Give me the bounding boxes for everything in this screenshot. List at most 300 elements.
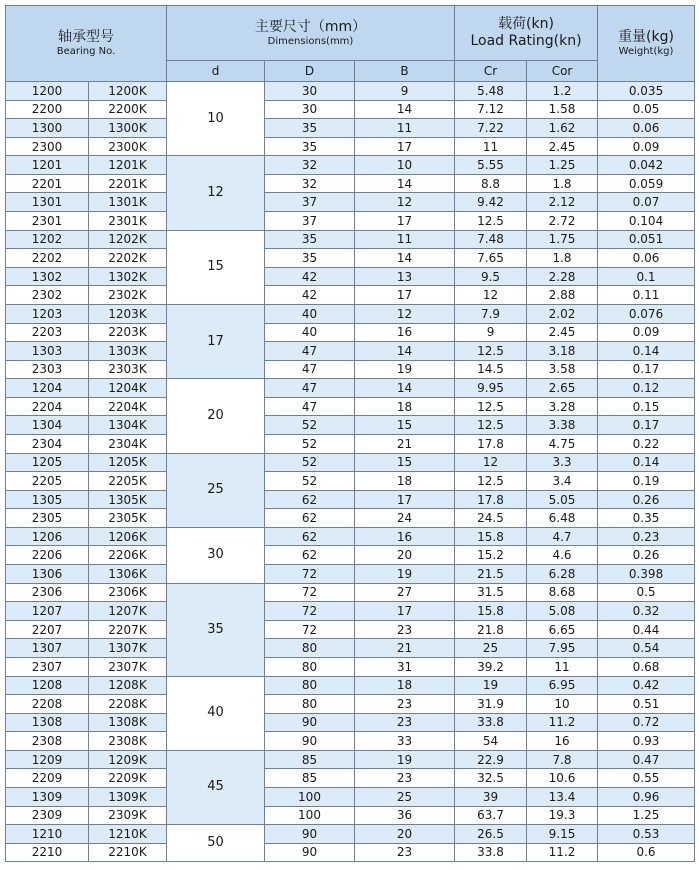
table-row (6, 360, 695, 379)
weight-cell: 0.51 (598, 695, 695, 714)
table-row (6, 509, 695, 528)
table-row (6, 453, 695, 472)
cor-cell: 10.6 (527, 769, 598, 788)
outer-D-cell: 72 (265, 583, 355, 602)
bearing-no-k-cell: 1305K (89, 490, 167, 509)
cor-cell: 16 (527, 732, 598, 751)
cr-cell: 15.8 (455, 602, 527, 621)
bearing-no-cell: 2210 (6, 843, 89, 862)
cr-cell: 12.5 (455, 212, 527, 231)
outer-D-cell: 52 (265, 453, 355, 472)
weight-cell: 0.14 (598, 342, 695, 361)
outer-D-cell: 37 (265, 193, 355, 212)
cr-cell: 31.9 (455, 695, 527, 714)
weight-cell: 0.54 (598, 639, 695, 658)
bearing-no-cell: 1210 (6, 825, 89, 844)
weight-cell: 0.35 (598, 509, 695, 528)
bore-d-cell: 20 (167, 379, 265, 453)
table-row (6, 137, 695, 156)
cor-cell: 1.2 (527, 82, 598, 101)
col-d-header: d (167, 61, 265, 82)
bore-d-cell: 12 (167, 156, 265, 230)
bearing-no-cell: 1305 (6, 490, 89, 509)
cr-cell: 9 (455, 323, 527, 342)
table-row (6, 769, 695, 788)
cr-cell: 21.5 (455, 565, 527, 584)
table-row (6, 174, 695, 193)
bearing-no-cell: 2200 (6, 100, 89, 119)
bearing-no-cell: 1307 (6, 639, 89, 658)
outer-D-cell: 35 (265, 230, 355, 249)
bearing-no-k-cell: 2205K (89, 472, 167, 491)
cr-cell: 17.8 (455, 490, 527, 509)
cor-cell: 5.08 (527, 602, 598, 621)
outer-D-cell: 52 (265, 434, 355, 453)
outer-D-cell: 62 (265, 490, 355, 509)
weight-cell: 0.06 (598, 249, 695, 268)
weight-cell: 0.68 (598, 657, 695, 676)
weight-cell: 0.05 (598, 100, 695, 119)
table-row (6, 806, 695, 825)
weight-cell: 0.93 (598, 732, 695, 751)
outer-D-cell: 90 (265, 843, 355, 862)
cr-cell: 21.8 (455, 620, 527, 639)
table-row (6, 379, 695, 398)
bearing-no-k-cell: 1200K (89, 82, 167, 101)
outer-D-cell: 30 (265, 100, 355, 119)
bearing-no-k-cell: 1308K (89, 713, 167, 732)
weight-cell: 0.17 (598, 360, 695, 379)
bearing-no-header: 轴承型号 Bearing No. (6, 6, 167, 82)
width-B-cell: 17 (355, 286, 455, 305)
weight-cell: 0.22 (598, 434, 695, 453)
cor-cell: 3.28 (527, 397, 598, 416)
table-row (6, 82, 695, 101)
bearing-no-k-cell: 1306K (89, 565, 167, 584)
cor-cell: 2.28 (527, 267, 598, 286)
cor-cell: 3.18 (527, 342, 598, 361)
bore-d-cell: 40 (167, 676, 265, 750)
cr-cell: 12.5 (455, 342, 527, 361)
bearing-no-cell: 2306 (6, 583, 89, 602)
bearing-no-k-cell: 2206K (89, 546, 167, 565)
cor-cell: 8.68 (527, 583, 598, 602)
table-row (6, 620, 695, 639)
bearing-no-k-cell: 2200K (89, 100, 167, 119)
bearing-no-cell: 1200 (6, 82, 89, 101)
cr-cell: 25 (455, 639, 527, 658)
table-row (6, 304, 695, 323)
weight-cell: 0.035 (598, 82, 695, 101)
outer-D-cell: 47 (265, 379, 355, 398)
bearing-no-cell: 1306 (6, 565, 89, 584)
bearing-no-k-cell: 2303K (89, 360, 167, 379)
bearing-spec-table (5, 5, 695, 862)
width-B-cell: 27 (355, 583, 455, 602)
cr-cell: 15.2 (455, 546, 527, 565)
weight-cell: 0.23 (598, 527, 695, 546)
outer-D-cell: 42 (265, 286, 355, 305)
outer-D-cell: 47 (265, 360, 355, 379)
outer-D-cell: 80 (265, 695, 355, 714)
width-B-cell: 19 (355, 565, 455, 584)
width-B-cell: 12 (355, 193, 455, 212)
bore-d-cell: 30 (167, 527, 265, 583)
cor-cell: 2.45 (527, 323, 598, 342)
bearing-no-cell: 2207 (6, 620, 89, 639)
cr-cell: 7.12 (455, 100, 527, 119)
bearing-no-cell: 1209 (6, 750, 89, 769)
width-B-cell: 36 (355, 806, 455, 825)
weight-cell: 0.07 (598, 193, 695, 212)
outer-D-cell: 85 (265, 750, 355, 769)
cr-cell: 12.5 (455, 397, 527, 416)
table-row (6, 434, 695, 453)
bearing-no-k-cell: 2208K (89, 695, 167, 714)
col-cr-header: Cr (455, 61, 527, 82)
bore-d-cell: 35 (167, 583, 265, 676)
weight-cell: 0.44 (598, 620, 695, 639)
width-B-cell: 12 (355, 304, 455, 323)
bearing-no-k-cell: 2210K (89, 843, 167, 862)
cr-cell: 12.5 (455, 416, 527, 435)
outer-D-cell: 80 (265, 676, 355, 695)
weight-cell: 0.72 (598, 713, 695, 732)
bearing-no-k-cell: 1207K (89, 602, 167, 621)
bearing-no-cell: 2302 (6, 286, 89, 305)
bearing-no-cell: 2203 (6, 323, 89, 342)
cr-cell: 32.5 (455, 769, 527, 788)
width-B-cell: 19 (355, 360, 455, 379)
weight-cell: 0.5 (598, 583, 695, 602)
cor-cell: 3.58 (527, 360, 598, 379)
cr-cell: 12.5 (455, 472, 527, 491)
table-row (6, 323, 695, 342)
cor-cell: 9.15 (527, 825, 598, 844)
bore-d-cell: 25 (167, 453, 265, 527)
bearing-no-k-cell: 2307K (89, 657, 167, 676)
table-row (6, 639, 695, 658)
cor-cell: 5.05 (527, 490, 598, 509)
bearing-no-k-cell: 1208K (89, 676, 167, 695)
width-B-cell: 17 (355, 602, 455, 621)
outer-D-cell: 42 (265, 267, 355, 286)
cor-cell: 1.62 (527, 119, 598, 138)
cr-cell: 24.5 (455, 509, 527, 528)
cor-cell: 2.65 (527, 379, 598, 398)
width-B-cell: 15 (355, 416, 455, 435)
width-B-cell: 17 (355, 490, 455, 509)
outer-D-cell: 90 (265, 825, 355, 844)
cr-cell: 7.9 (455, 304, 527, 323)
width-B-cell: 10 (355, 156, 455, 175)
width-B-cell: 18 (355, 676, 455, 695)
bearing-no-cell: 1203 (6, 304, 89, 323)
cor-cell: 2.88 (527, 286, 598, 305)
cr-cell: 26.5 (455, 825, 527, 844)
outer-D-cell: 52 (265, 472, 355, 491)
width-B-cell: 23 (355, 769, 455, 788)
width-B-cell: 14 (355, 100, 455, 119)
width-B-cell: 31 (355, 657, 455, 676)
cr-cell: 22.9 (455, 750, 527, 769)
outer-D-cell: 72 (265, 602, 355, 621)
width-B-cell: 11 (355, 119, 455, 138)
table-row (6, 267, 695, 286)
bearing-no-cell: 2205 (6, 472, 89, 491)
cor-cell: 4.6 (527, 546, 598, 565)
table-row (6, 286, 695, 305)
col-B-header: B (355, 61, 455, 82)
bearing-no-cell: 1300 (6, 119, 89, 138)
weight-cell: 0.09 (598, 323, 695, 342)
bearing-no-k-cell: 2305K (89, 509, 167, 528)
bearing-no-k-cell: 2302K (89, 286, 167, 305)
cr-cell: 9.5 (455, 267, 527, 286)
cor-cell: 13.4 (527, 787, 598, 806)
weight-cell: 0.398 (598, 565, 695, 584)
table-row (6, 212, 695, 231)
bearing-no-cell: 1206 (6, 527, 89, 546)
cor-cell: 7.95 (527, 639, 598, 658)
bearing-no-k-cell: 1304K (89, 416, 167, 435)
cor-cell: 6.95 (527, 676, 598, 695)
cr-cell: 7.22 (455, 119, 527, 138)
width-B-cell: 18 (355, 472, 455, 491)
cr-cell: 12 (455, 286, 527, 305)
table-body (6, 82, 695, 862)
weight-cell: 0.11 (598, 286, 695, 305)
table-row (6, 100, 695, 119)
bearing-no-cell: 1208 (6, 676, 89, 695)
weight-cell: 0.17 (598, 416, 695, 435)
bearing-no-cell: 2308 (6, 732, 89, 751)
width-B-cell: 9 (355, 82, 455, 101)
bearing-no-k-cell: 2306K (89, 583, 167, 602)
outer-D-cell: 32 (265, 174, 355, 193)
bearing-no-cell: 2309 (6, 806, 89, 825)
cor-cell: 4.7 (527, 527, 598, 546)
bearing-no-cell: 1202 (6, 230, 89, 249)
cr-cell: 11 (455, 137, 527, 156)
outer-D-cell: 47 (265, 342, 355, 361)
cor-cell: 11.2 (527, 713, 598, 732)
width-B-cell: 33 (355, 732, 455, 751)
weight-cell: 0.076 (598, 304, 695, 323)
bearing-no-cell: 2304 (6, 434, 89, 453)
outer-D-cell: 40 (265, 304, 355, 323)
width-B-cell: 21 (355, 434, 455, 453)
width-B-cell: 17 (355, 137, 455, 156)
table-row (6, 527, 695, 546)
col-D-header: D (265, 61, 355, 82)
bearing-no-cell: 2301 (6, 212, 89, 231)
bearing-no-k-cell: 1300K (89, 119, 167, 138)
weight-cell: 0.051 (598, 230, 695, 249)
cr-cell: 39 (455, 787, 527, 806)
cor-cell: 2.12 (527, 193, 598, 212)
bearing-no-k-cell: 2308K (89, 732, 167, 751)
weight-cell: 0.42 (598, 676, 695, 695)
bearing-no-k-cell: 2203K (89, 323, 167, 342)
bearing-no-cell: 2300 (6, 137, 89, 156)
table-row (6, 546, 695, 565)
table-row (6, 583, 695, 602)
table-row (6, 732, 695, 751)
bearing-no-k-cell: 1303K (89, 342, 167, 361)
table-row (6, 565, 695, 584)
width-B-cell: 23 (355, 620, 455, 639)
cr-cell: 17.8 (455, 434, 527, 453)
bearing-no-k-cell: 1307K (89, 639, 167, 658)
cr-cell: 7.65 (455, 249, 527, 268)
bearing-no-cell: 2209 (6, 769, 89, 788)
outer-D-cell: 52 (265, 416, 355, 435)
weight-cell: 0.104 (598, 212, 695, 231)
bearing-no-cell: 2206 (6, 546, 89, 565)
bearing-no-cell: 1304 (6, 416, 89, 435)
bearing-no-cell: 2201 (6, 174, 89, 193)
bearing-no-cell: 1201 (6, 156, 89, 175)
bearing-no-k-cell: 1203K (89, 304, 167, 323)
table-row (6, 602, 695, 621)
cr-cell: 19 (455, 676, 527, 695)
width-B-cell: 16 (355, 323, 455, 342)
weight-cell: 0.26 (598, 490, 695, 509)
cor-cell: 1.8 (527, 174, 598, 193)
bearing-no-k-cell: 2304K (89, 434, 167, 453)
outer-D-cell: 62 (265, 527, 355, 546)
cr-cell: 8.8 (455, 174, 527, 193)
cr-cell: 15.8 (455, 527, 527, 546)
outer-D-cell: 47 (265, 397, 355, 416)
table-row (6, 249, 695, 268)
bearing-no-cell: 2305 (6, 509, 89, 528)
outer-D-cell: 90 (265, 732, 355, 751)
bearing-no-cell: 1205 (6, 453, 89, 472)
width-B-cell: 21 (355, 639, 455, 658)
cr-cell: 5.48 (455, 82, 527, 101)
outer-D-cell: 35 (265, 119, 355, 138)
weight-cell: 0.32 (598, 602, 695, 621)
width-B-cell: 14 (355, 379, 455, 398)
weight-header: 重量(kg) Weight(kg) (598, 6, 695, 82)
col-cor-header: Cor (527, 61, 598, 82)
cor-cell: 2.72 (527, 212, 598, 231)
outer-D-cell: 100 (265, 787, 355, 806)
outer-D-cell: 40 (265, 323, 355, 342)
cr-cell: 14.5 (455, 360, 527, 379)
weight-cell: 0.06 (598, 119, 695, 138)
bearing-no-cell: 1301 (6, 193, 89, 212)
weight-cell: 0.1 (598, 267, 695, 286)
weight-cell: 1.25 (598, 806, 695, 825)
bearing-no-k-cell: 2207K (89, 620, 167, 639)
width-B-cell: 16 (355, 527, 455, 546)
bearing-no-k-cell: 2309K (89, 806, 167, 825)
table-row (6, 342, 695, 361)
bore-d-cell: 10 (167, 82, 265, 156)
cr-cell: 63.7 (455, 806, 527, 825)
cor-cell: 4.75 (527, 434, 598, 453)
outer-D-cell: 62 (265, 509, 355, 528)
cor-cell: 7.8 (527, 750, 598, 769)
table-row (6, 230, 695, 249)
cr-cell: 7.48 (455, 230, 527, 249)
width-B-cell: 14 (355, 174, 455, 193)
bearing-no-cell: 2208 (6, 695, 89, 714)
weight-cell: 0.15 (598, 397, 695, 416)
bearing-no-cell: 2202 (6, 249, 89, 268)
weight-cell: 0.19 (598, 472, 695, 491)
bearing-no-k-cell: 1204K (89, 379, 167, 398)
table-row (6, 490, 695, 509)
bearing-no-k-cell: 1309K (89, 787, 167, 806)
bearing-no-k-cell: 1301K (89, 193, 167, 212)
bearing-no-cell: 1309 (6, 787, 89, 806)
cr-cell: 31.5 (455, 583, 527, 602)
width-B-cell: 23 (355, 843, 455, 862)
width-B-cell: 14 (355, 342, 455, 361)
weight-cell: 0.96 (598, 787, 695, 806)
cr-cell: 9.95 (455, 379, 527, 398)
cr-cell: 12 (455, 453, 527, 472)
weight-cell: 0.26 (598, 546, 695, 565)
table-row (6, 676, 695, 695)
outer-D-cell: 85 (265, 769, 355, 788)
bearing-no-k-cell: 1206K (89, 527, 167, 546)
outer-D-cell: 90 (265, 713, 355, 732)
cor-cell: 1.75 (527, 230, 598, 249)
dimensions-header: 主要尺寸（mm） Dimensions(mm) (167, 6, 455, 61)
cor-cell: 3.38 (527, 416, 598, 435)
cor-cell: 1.8 (527, 249, 598, 268)
table-row (6, 156, 695, 175)
cor-cell: 2.02 (527, 304, 598, 323)
cor-cell: 19.3 (527, 806, 598, 825)
table-row (6, 193, 695, 212)
width-B-cell: 20 (355, 825, 455, 844)
table-row (6, 119, 695, 138)
table-row (6, 843, 695, 862)
width-B-cell: 19 (355, 750, 455, 769)
table-row (6, 472, 695, 491)
cor-cell: 3.3 (527, 453, 598, 472)
outer-D-cell: 35 (265, 249, 355, 268)
outer-D-cell: 72 (265, 620, 355, 639)
cr-cell: 5.55 (455, 156, 527, 175)
bearing-no-cell: 1303 (6, 342, 89, 361)
bore-d-cell: 50 (167, 825, 265, 862)
bearing-no-k-cell: 1210K (89, 825, 167, 844)
weight-cell: 0.6 (598, 843, 695, 862)
cr-cell: 33.8 (455, 713, 527, 732)
bore-d-cell: 45 (167, 750, 265, 824)
cr-cell: 54 (455, 732, 527, 751)
cor-cell: 6.28 (527, 565, 598, 584)
bearing-no-k-cell: 1209K (89, 750, 167, 769)
width-B-cell: 11 (355, 230, 455, 249)
bearing-no-cell: 1308 (6, 713, 89, 732)
cor-cell: 10 (527, 695, 598, 714)
width-B-cell: 17 (355, 212, 455, 231)
table-row (6, 750, 695, 769)
bearing-no-k-cell: 1201K (89, 156, 167, 175)
weight-cell: 0.12 (598, 379, 695, 398)
weight-cell: 0.53 (598, 825, 695, 844)
cr-cell: 33.8 (455, 843, 527, 862)
outer-D-cell: 80 (265, 657, 355, 676)
